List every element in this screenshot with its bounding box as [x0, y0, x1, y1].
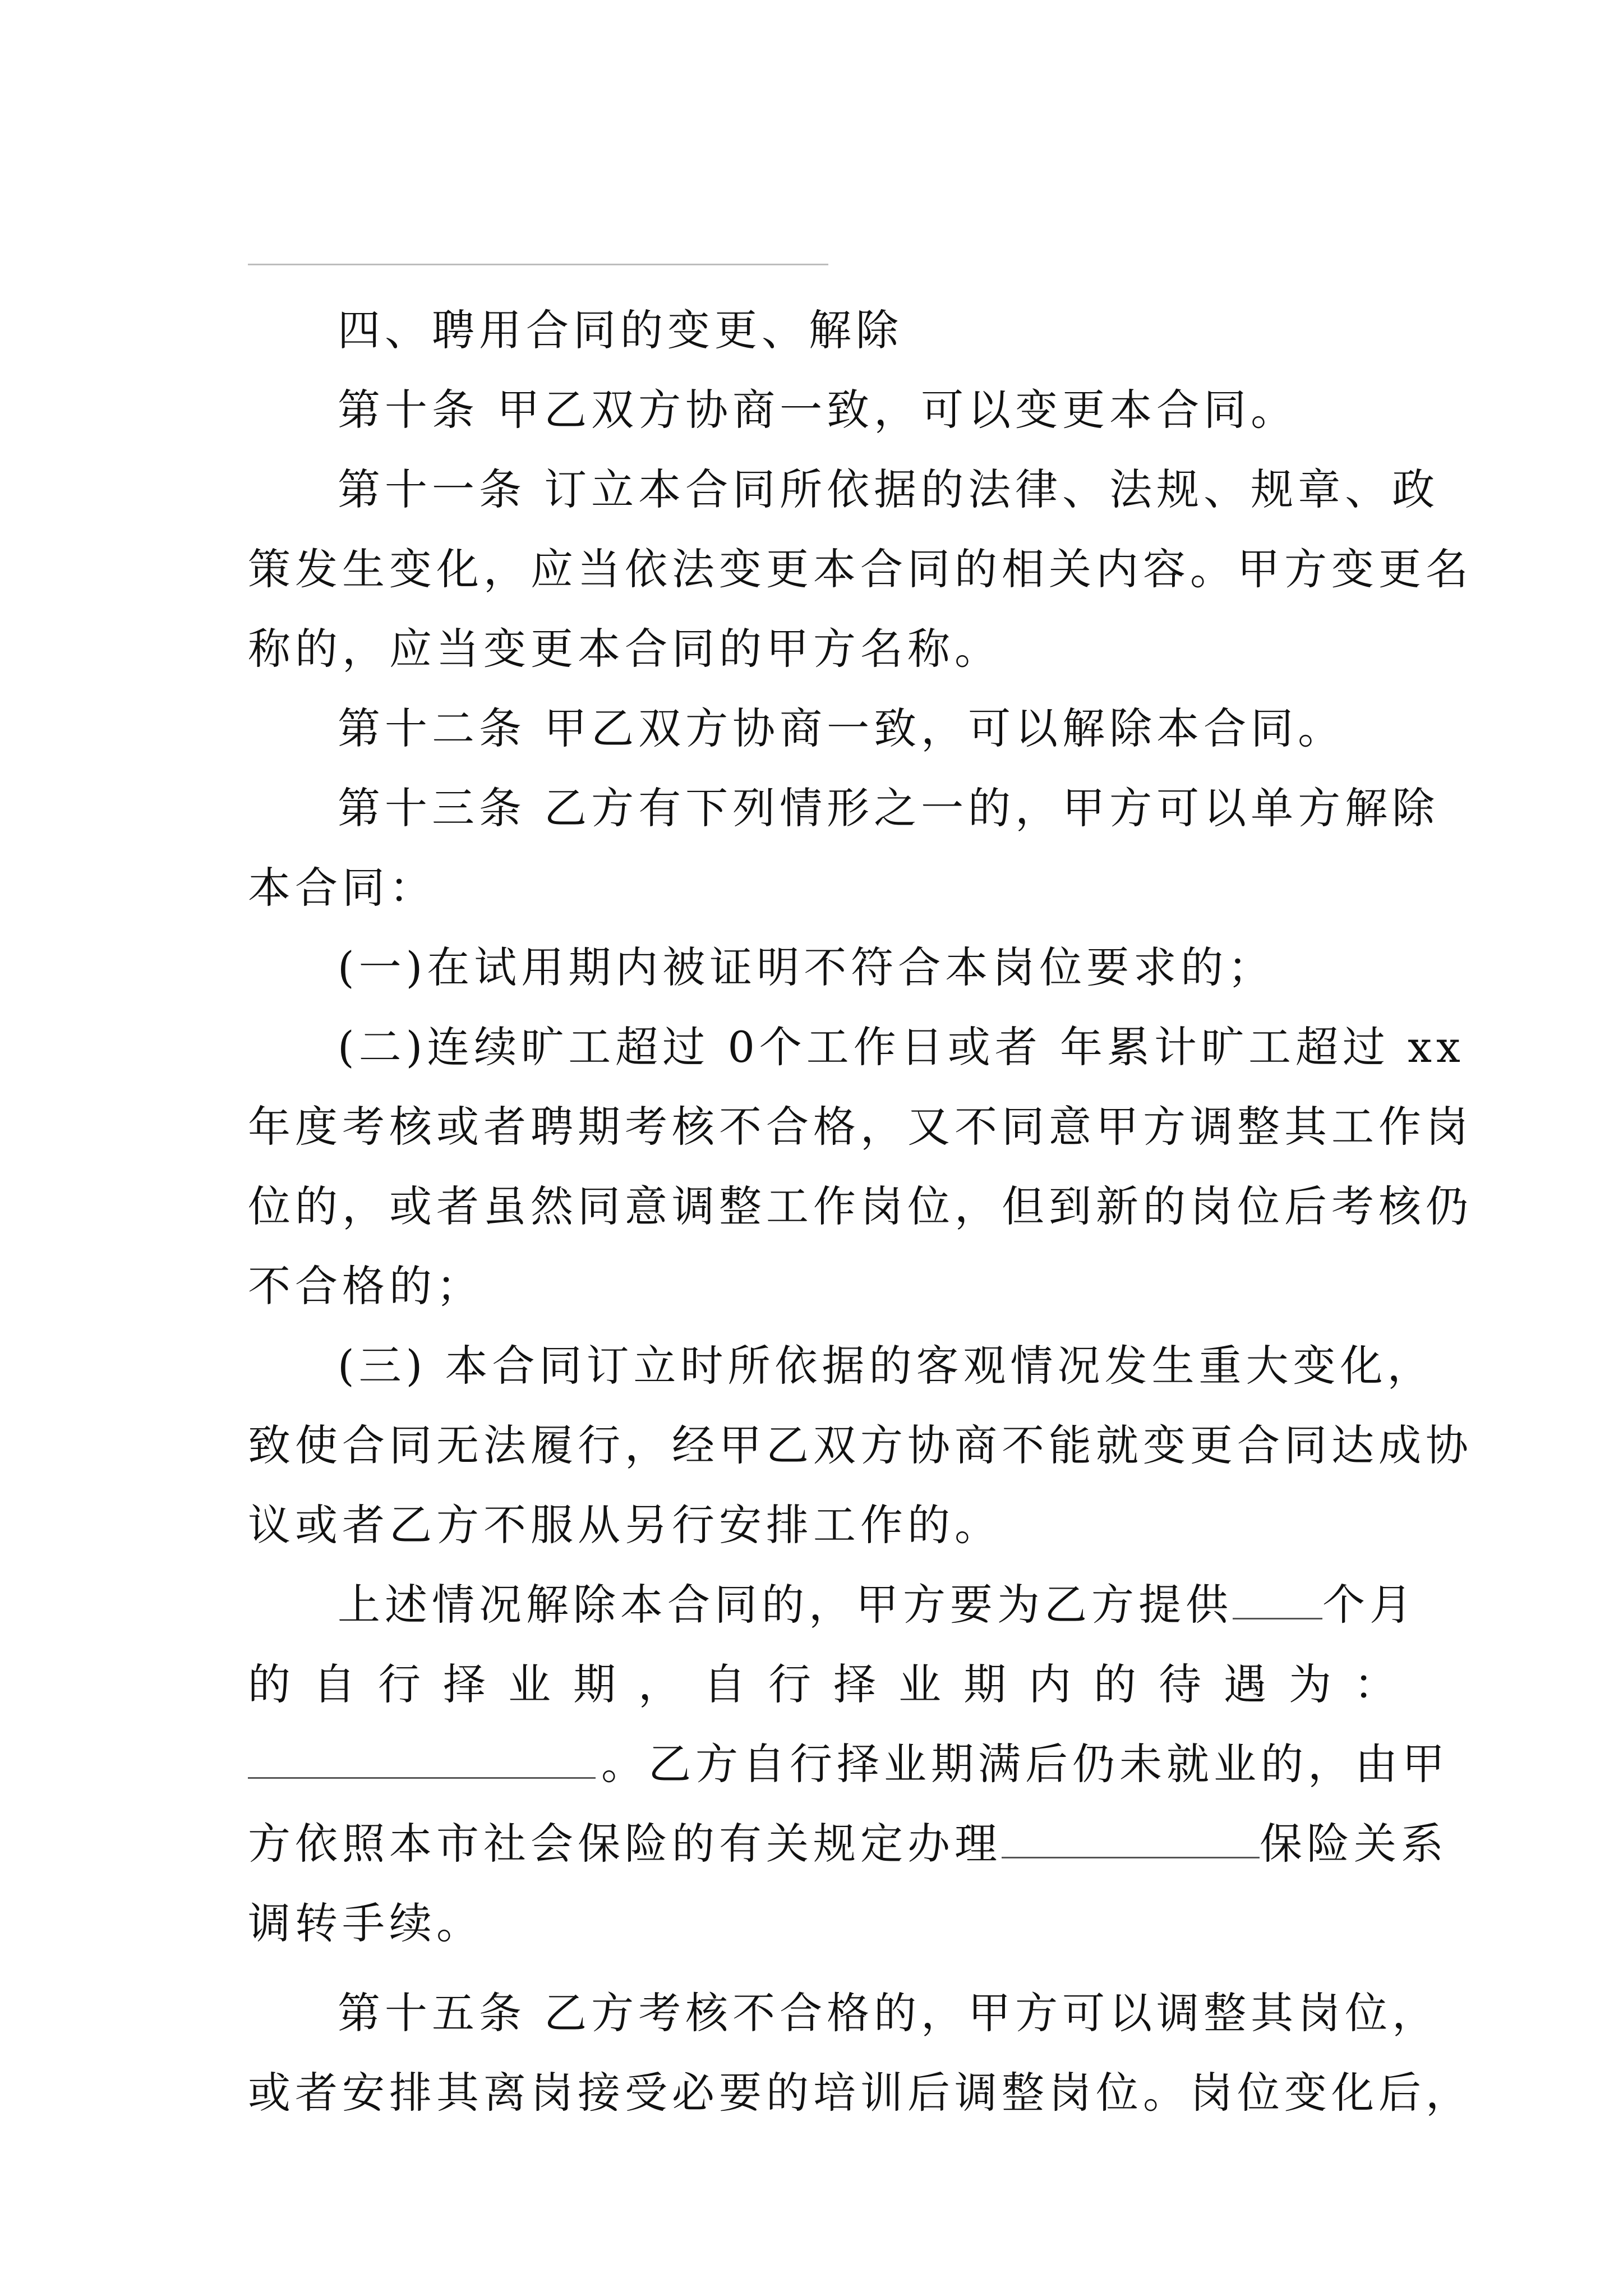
article-11-line-2: 策发生变化，应当依法变更本合同的相关内容。甲方变更名 [248, 544, 1473, 594]
item-1: (一)在试用期内被证明不符合本岗位要求的； [338, 942, 1275, 992]
article-13-line-1: 第十三条 乙方有下列情形之一的，甲方可以单方解除 [338, 783, 1440, 833]
severance-line-1-text: 上述情况解除本合同的，甲方要为乙方提供 [338, 1580, 1233, 1630]
item-2-line-1: (二)连续旷工超过 0个工作日或者 年累计旷工超过 xx [338, 1022, 1465, 1072]
severance-line-2 [248, 1645, 1419, 1724]
severance-line-4-text: 方依照本市社会保险的有关规定办理 [248, 1819, 1002, 1869]
treatment-blank[interactable] [248, 1742, 596, 1779]
severance-line-3 [248, 1724, 1449, 1804]
months-blank[interactable] [1233, 1583, 1322, 1619]
item-2-line-2: 年度考核或者聘期考核不合格，又不同意甲方调整其工作岗 [248, 1102, 1473, 1152]
article-13-line-2: 本合同： [248, 863, 436, 913]
section-heading: 四、聘用合同的变更、解除 [338, 305, 903, 355]
severance-line-1-suffix: 个月 [1322, 1580, 1417, 1630]
article-11-line-1: 第十一条 订立本合同所依据的法律、法规、规章、政 [338, 464, 1440, 514]
article-15-line-1: 第十五条 乙方考核不合格的，甲方可以调整其岗位， [338, 1988, 1440, 2038]
item-3-line-1: (三) 本合同订立时所依据的客观情况发生重大变化， [338, 1341, 1435, 1391]
insurance-blank[interactable] [1002, 1822, 1260, 1858]
article-12: 第十二条 甲乙双方协商一致，可以解除本合同。 [338, 703, 1345, 753]
item-3-line-2: 致使合同无法履行，经甲乙双方协商不能就变更合同达成协 [248, 1420, 1473, 1470]
severance-line-1 [248, 1565, 1417, 1645]
article-15-line-2: 或者安排其离岗接受必要的培训后调整岗位。岗位变化后， [248, 2068, 1473, 2118]
item-2-line-4: 不合格的； [248, 1261, 483, 1311]
severance-line-4 [248, 1804, 1448, 1884]
severance-line-2-text: 的自行择业期，自行择业期内的待遇为： [248, 1659, 1419, 1709]
severance-line-3-text: 。乙方自行择业期满后仍未就业的，由甲 [601, 1739, 1449, 1789]
severance-line-4-suffix: 保险关系 [1260, 1819, 1448, 1869]
article-11-line-3: 称的，应当变更本合同的甲方名称。 [248, 624, 1002, 674]
article-10: 第十条 甲乙双方协商一致，可以变更本合同。 [338, 385, 1298, 435]
header-divider [248, 264, 828, 265]
severance-line-5: 调转手续。 [248, 1898, 483, 1948]
item-3-line-3: 议或者乙方不服从另行安排工作的。 [248, 1500, 1002, 1550]
item-2-line-3: 位的，或者虽然同意调整工作岗位，但到新的岗位后考核仍 [248, 1181, 1473, 1231]
document-body [248, 291, 1473, 2133]
